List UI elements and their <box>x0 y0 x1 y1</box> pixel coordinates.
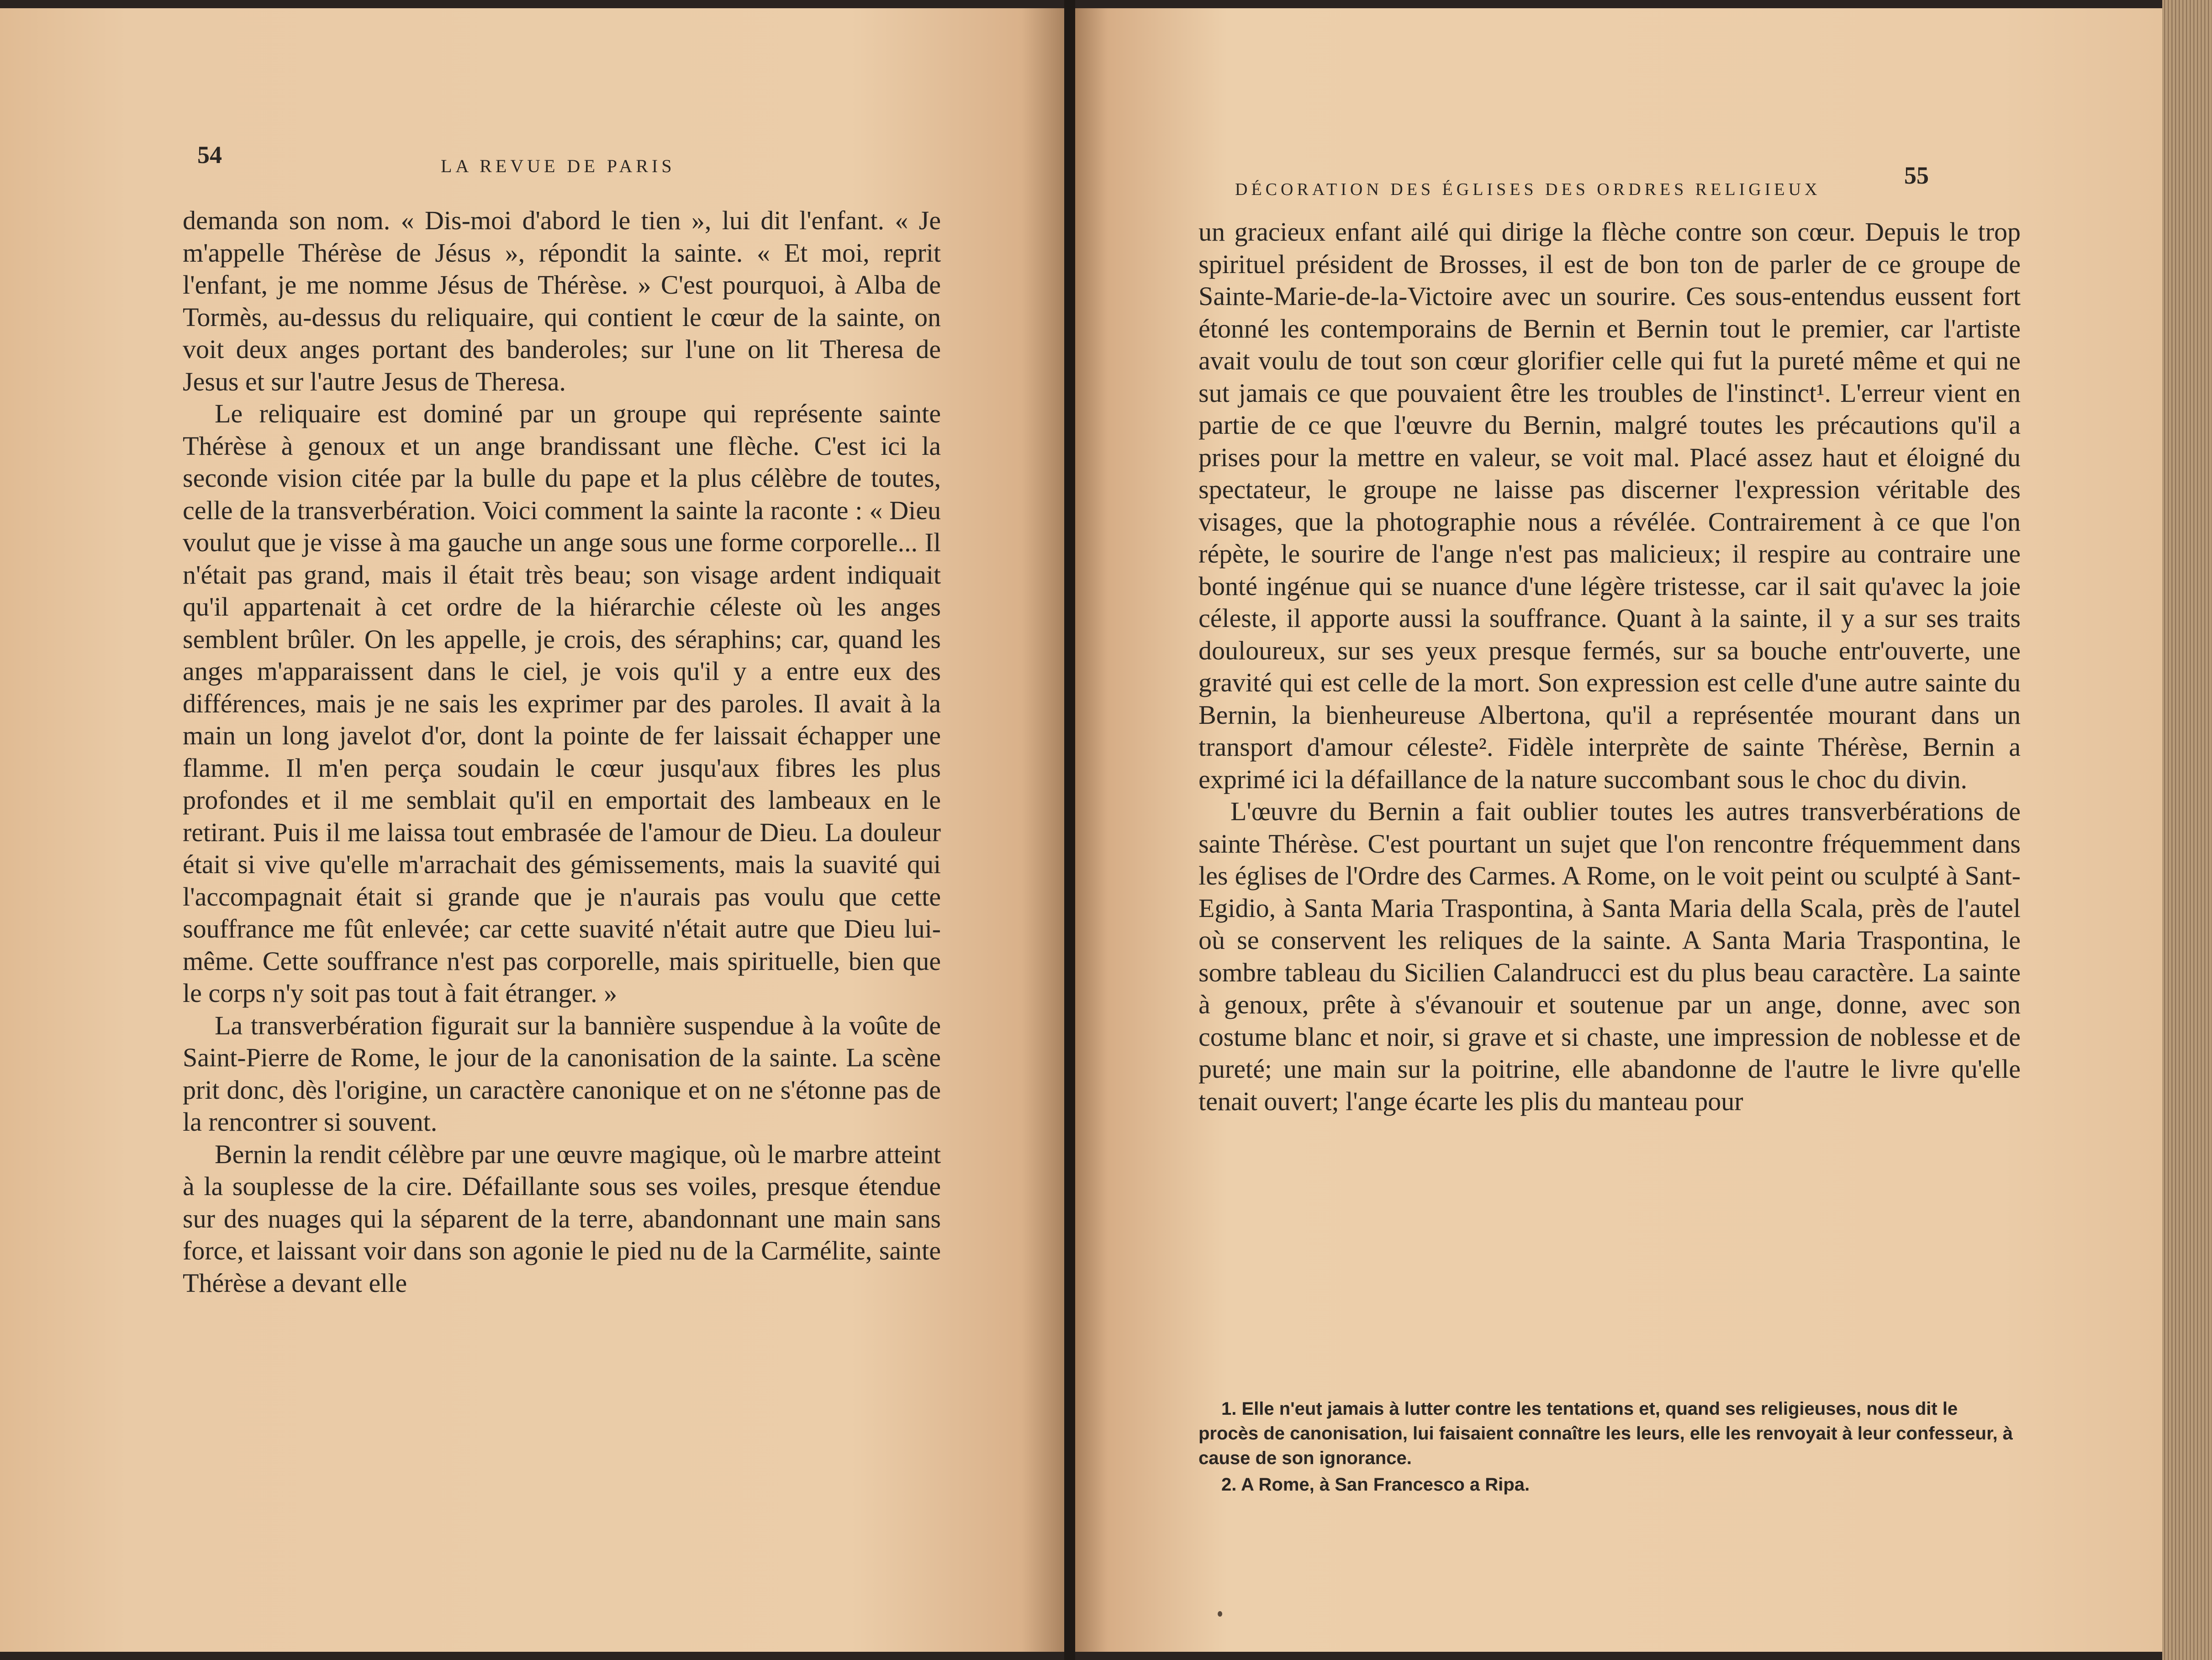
paragraph: L'œuvre du Bernin a fait oublier toutes les autres transverbérations de sainte Thérèse. C'est pourtant un sujet que l'on rencontre fréquemment dans les églises de l'Ordre des Carmes. A Rome, on le voit peint ou sculpté à Sant-Egidio, à Santa Maria Traspontina, à Santa Maria della Scala, près de l'autel où se conservent les reliques de la sainte. A Santa Maria Traspontina, le sombre tableau du Sicilien Calandrucci est du plus beau caractère. La sainte à genoux, prête à s'évanouir et soutenue par un ange, donne, avec son costume blanc et noir, si grave et si chaste, une impression de noblesse et de pureté; une main sur la poitrine, elle abandonne de l'autre le livre qu'elle tenait ouvert; l'ange écarte les plis du manteau pour <box>1198 796 2021 1116</box>
paragraph: un gracieux enfant ailé qui dirige la flèche contre son cœur. Depuis le trop spirituel président de Brosses, il est de bon ton de parler de ce groupe de Sainte-Marie-de-la-Victoire avec un sourire. Ces sous-entendus eussent fort étonné les contemporains de Bernin et Bernin tout le premier, car l'artiste avait voulu de tout son cœur glorifier celle qui fut la pureté même et qui ne sut jamais ce que pouvaient être les troubles de l'instinct¹. L'erreur vient en partie de ce que l'œuvre du Bernin, malgré toutes les précautions qu'il a prises pour la mettre en valeur, se voit mal. Placé assez haut et éloigné du spectateur, le groupe ne laisse pas discerner l'expression véritable des visages, que la photographie nous a révélée. Contrairement à ce que l'on répète, le sourire de l'ange n'est pas malicieux; il respire au contraire une bonté ingénue qui se nuance d'une légère tristesse, car il sait qu'avec la joie céleste, il apporte aussi la souffrance. Quant à la sainte, il y a sur ses traits douloureux, sur ses yeux presque fermés, sur sa bouche entr'ouverte, une gravité qui est celle de la mort. Son expression est celle d'une autre sainte du Bernin, la bienheureuse Albertona, qu'il a représentée mourant dans un transport d'amour céleste². Fidèle interprète de sainte Thérèse, Bernin a exprimé ici la défaillance de la nature succombant sous le choc du divin. <box>1198 217 2021 794</box>
running-head: LA REVUE DE PARIS <box>441 156 676 176</box>
left-body-text <box>183 205 941 1299</box>
page-edges <box>2162 0 2212 1660</box>
footnote: 1. Elle n'eut jamais à lutter contre les tentations et, quand ses religieuses, nous dit le procès de canonisation, lui faisaient connaître les leurs, elle les renvoyait à leur confesseur, à cause de son ignorance. <box>1198 1399 2013 1468</box>
right-body-text <box>1198 216 2021 1117</box>
paragraph: Bernin la rendit célèbre par une œuvre magique, où le marbre atteint à la souplesse de la cire. Défaillante sous ses voiles, presque étendue sur des nuages qui la séparent de la terre, abandonnant une main sans force, et laissant voir dans son agonie le pied nu de la Carmélite, sainte Thérèse a devant elle <box>183 1139 941 1298</box>
paragraph: Le reliquaire est dominé par un groupe qui représente sainte Thérèse à genoux et un ange brandissant une flèche. C'est ici la seconde vision citée par la bulle du pape et la plus célèbre de toutes, celle de la transverbération. Voici comment la sainte la raconte : « Dieu voulut que je visse à ma gauche un ange sous une forme corporelle... Il n'était pas grand, mais il était très beau; son visage ardent indiquait qu'il appartenait à cet ordre de la hiérarchie céleste où les anges semblent brûler. On les appelle, je crois, des séraphins; car, quand les anges m'apparaissent dans le ciel, je vois qu'il y a entre eux des différences, mais je ne sais les exprimer par des paroles. Il avait à la main un long javelot d'or, dont la pointe de fer laissait échapper une flamme. Il m'en perça soudain le cœur jusqu'aux fibres les plus profondes et il me semblait qu'il en emportait des lambeaux en le retirant. Puis il me laissa tout embrasée de l'amour de Dieu. La douleur était si vive qu'elle m'arrachait des gémissements, mais la suavité qui l'accompagnait était si grande que je n'aurais pas voulu que cette souffrance me fût enlevée; car cette suavité n'était autre que Dieu lui-même. Cette souffrance n'est pas corporelle, mais spirituelle, bien que le corps n'y soit pas tout à fait étranger. » <box>183 399 941 1008</box>
paragraph: La transverbération figurait sur la bannière suspendue à la voûte de Saint-Pierre de Rome, le jour de la canonisation de la sainte. La scène prit donc, dès l'origine, un caractère canonique et on ne s'étonne pas de la rencontrer si souvent. <box>183 1010 941 1137</box>
left-page <box>0 8 1064 1652</box>
footnote: 2. A Rome, à San Francesco a Ripa. <box>1221 1475 1530 1495</box>
right-page <box>1075 8 2162 1652</box>
footnotes <box>1198 1397 2021 1499</box>
running-head: DÉCORATION DES ÉGLISES DES ORDRES RELIGIEUX <box>1235 180 1821 199</box>
page-number: 55 <box>1904 162 1929 189</box>
paper-speck <box>1218 1611 1222 1617</box>
gutter <box>1064 0 1075 1660</box>
paragraph: demanda son nom. « Dis-moi d'abord le tien », lui dit l'enfant. « Je m'appelle Thérèse de Jésus », répondit la sainte. « Et moi, reprit l'enfant, je me nomme Jésus de Thérèse. » C'est pourquoi, à Alba de Tormès, au-dessus du reliquaire, qui contient le cœur de la sainte, on voit deux anges portant des banderoles; sur l'une on lit Theresa de Jesus et sur l'autre Jesus de Theresa. <box>183 206 941 396</box>
page-number: 54 <box>197 141 222 169</box>
